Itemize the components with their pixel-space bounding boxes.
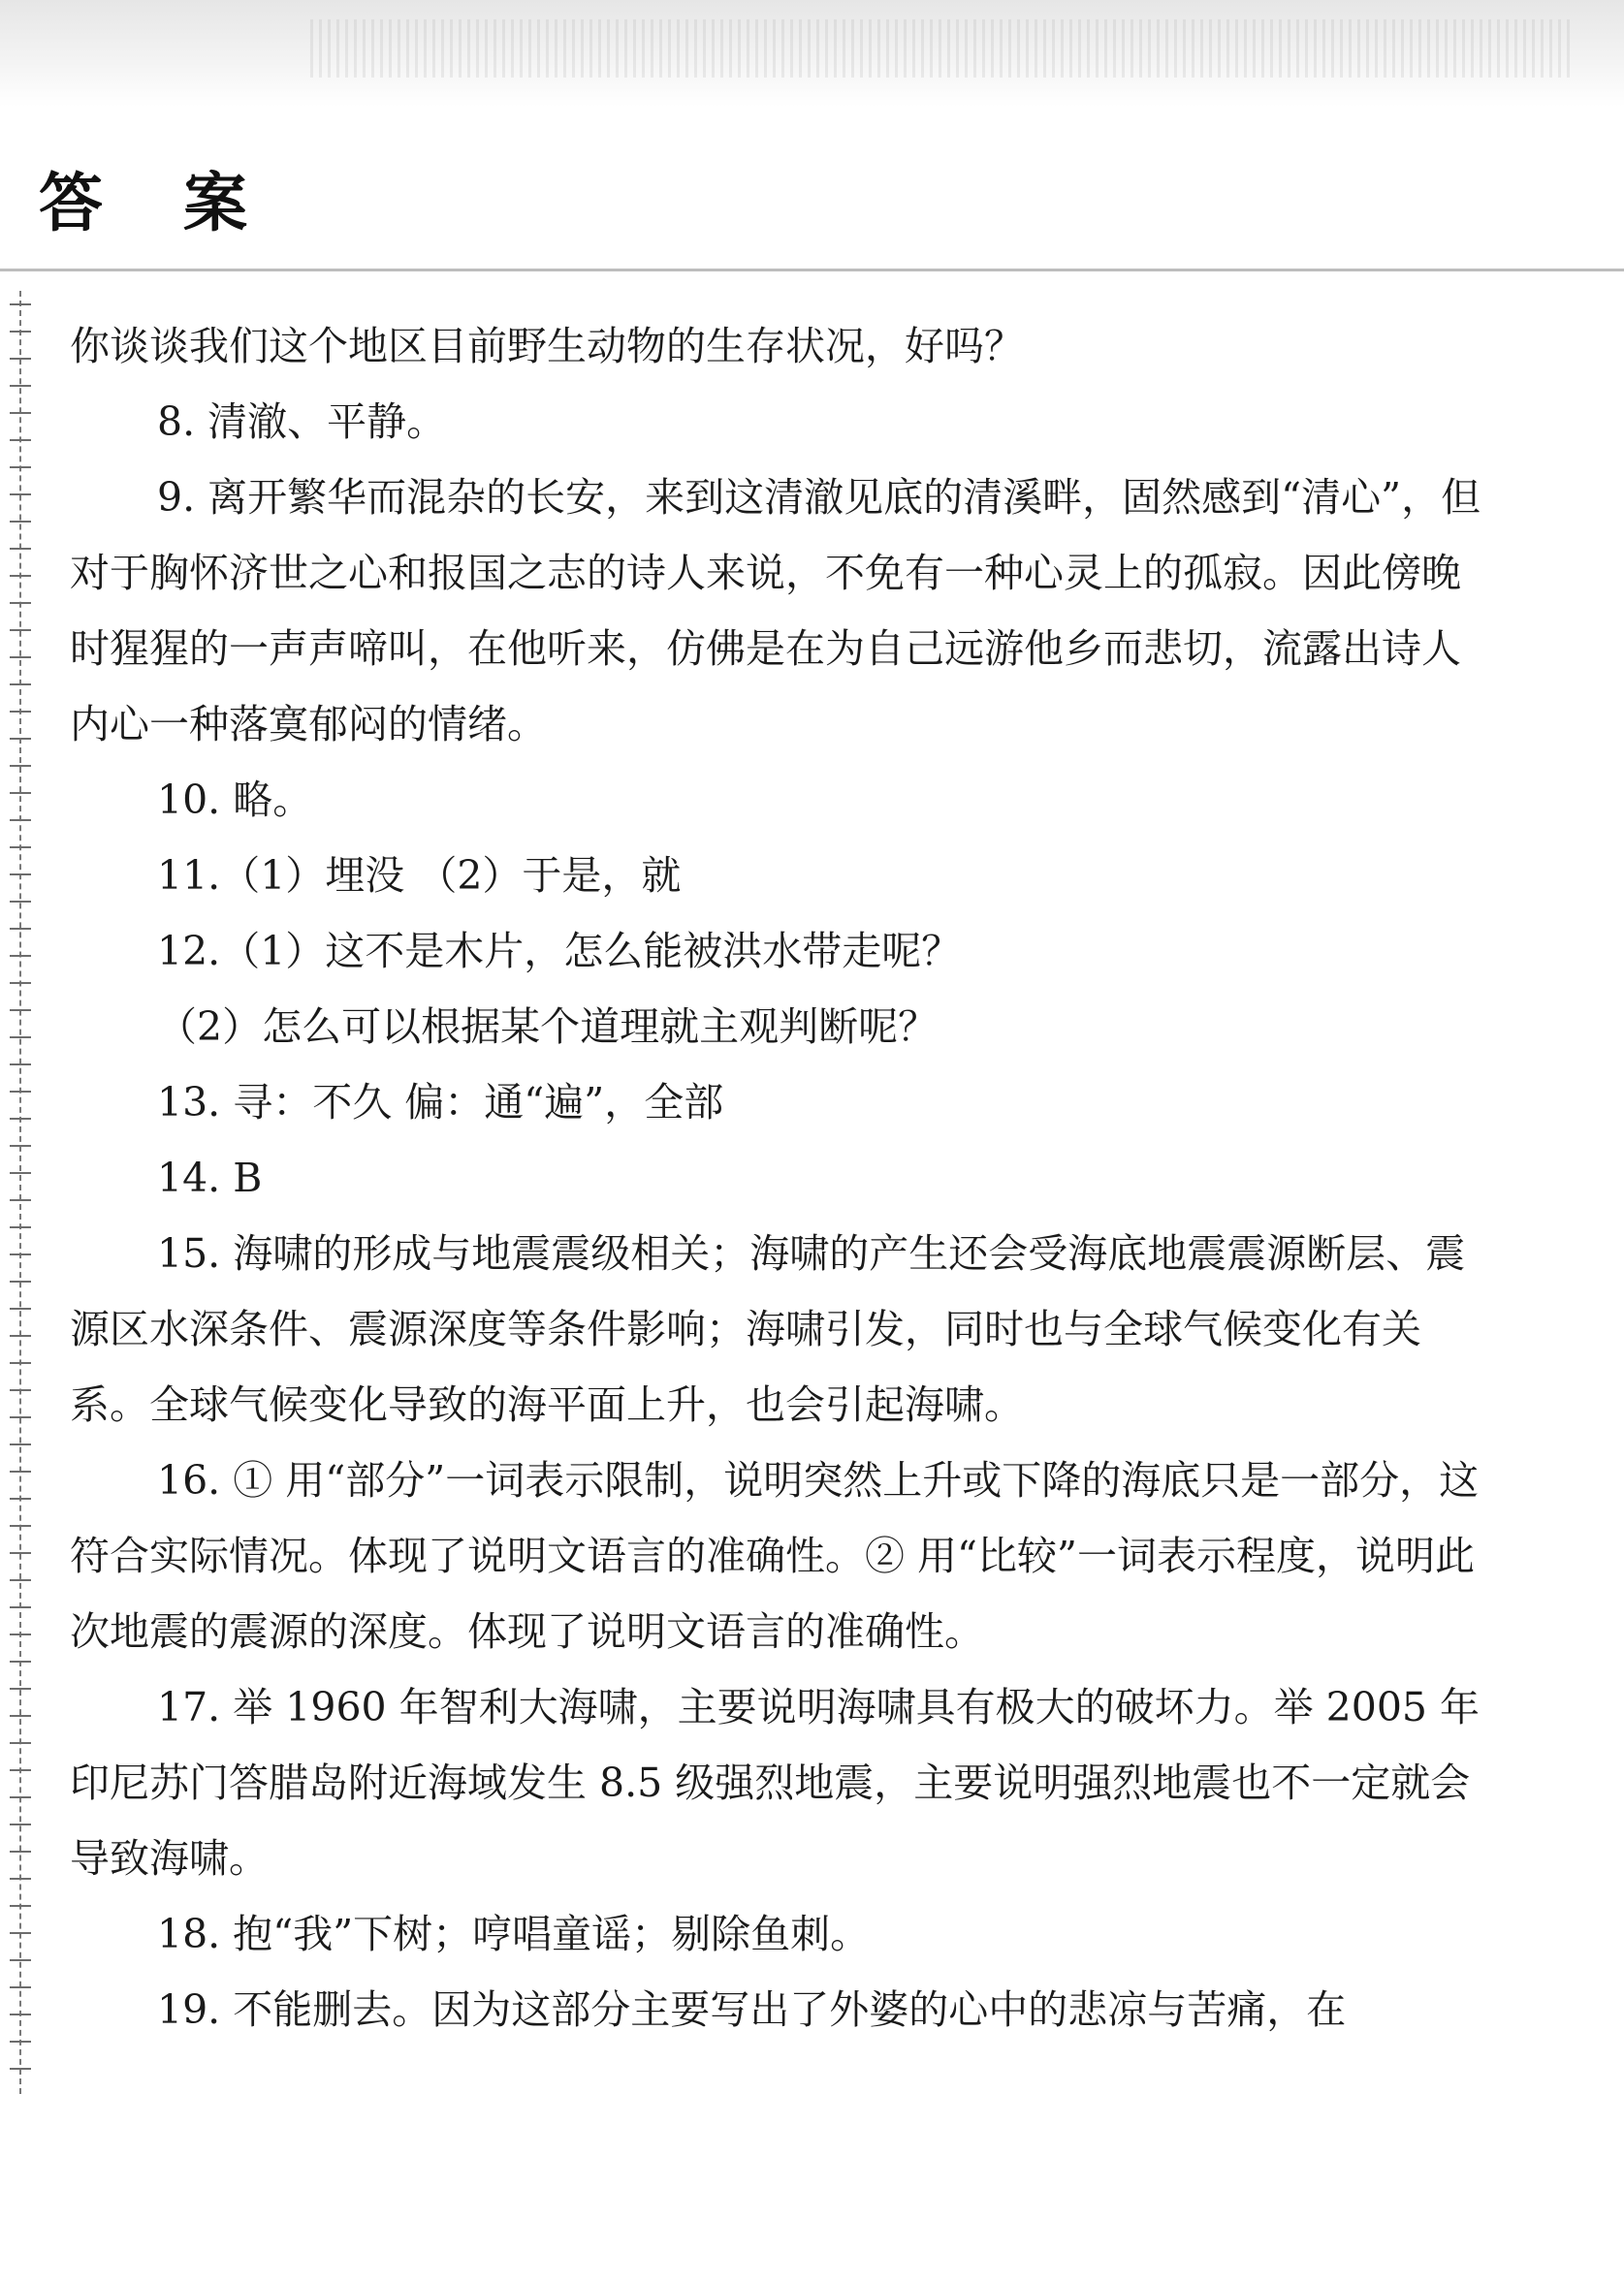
- answer-line: 13. 寻：不久 偏：通“遍”，全部: [157, 1079, 724, 1126]
- answer-line: 17. 举 1960 年智利大海啸，主要说明海啸具有极大的破坏力。举 2005 年印尼苏门答腊岛附近海域发生 8.5 级强烈地震，主要说明强烈地震也不一定就会导致海啸。: [70, 1684, 1481, 1882]
- title-divider: [0, 269, 1624, 271]
- answer-line: 14. B: [157, 1155, 263, 1201]
- answer-line: 12.（1）这不是木片，怎么能被洪水带走呢？: [157, 928, 962, 974]
- answer-line: 10. 略。: [157, 777, 313, 823]
- binding-margin-ticks: [10, 291, 31, 2094]
- answer-line: 15. 海啸的形成与地震震级相关；海啸的产生还会受海底地震震源断层、震源区水深条件、震源深度等条件影响；海啸引发，同时也与全球气候变化有关系。全球气候变化导致的海平面上升，也会引起海啸。: [70, 1230, 1466, 1428]
- answer-line: 18. 抱“我”下树；哼唱童谣；剔除鱼刺。: [157, 1911, 871, 1957]
- page-title: 答 案: [39, 166, 276, 240]
- answer-line: 9. 离开繁华而混杂的长安，来到这清澈见底的清溪畔，固然感到“清心”，但对于胸怀济世之心和报国之志的诗人来说，不免有一种心灵上的孤寂。因此傍晚时猩猩的一声声啼叫，在他听来，仿佛是在为自己远游他乡而悲切，流露出诗人内心一种落寞郁闷的情绪。: [70, 474, 1481, 747]
- answer-line: 11.（1）埋没 （2）于是，就: [157, 852, 682, 899]
- answer-line: 你谈谈我们这个地区目前野生动物的生存状况，好吗？: [70, 323, 1024, 369]
- answer-line: （2）怎么可以根据某个道理就主观判断呢？: [157, 1003, 939, 1050]
- answer-line: 16. ① 用“部分”一词表示限制，说明突然上升或下降的海底只是一部分，这符合实际情况。体现了说明文语言的准确性。② 用“比较”一词表示程度，说明此次地震的震源的深度。体现了说明文语言的准确性。: [70, 1457, 1480, 1655]
- answer-line: 8. 清澈、平静。: [157, 398, 447, 445]
- answer-line: 19. 不能删去。因为这部分主要写出了外婆的心中的悲凉与苦痛，在: [157, 1986, 1347, 2033]
- answer-content: [70, 308, 1485, 2047]
- top-scan-strip: [0, 0, 1624, 107]
